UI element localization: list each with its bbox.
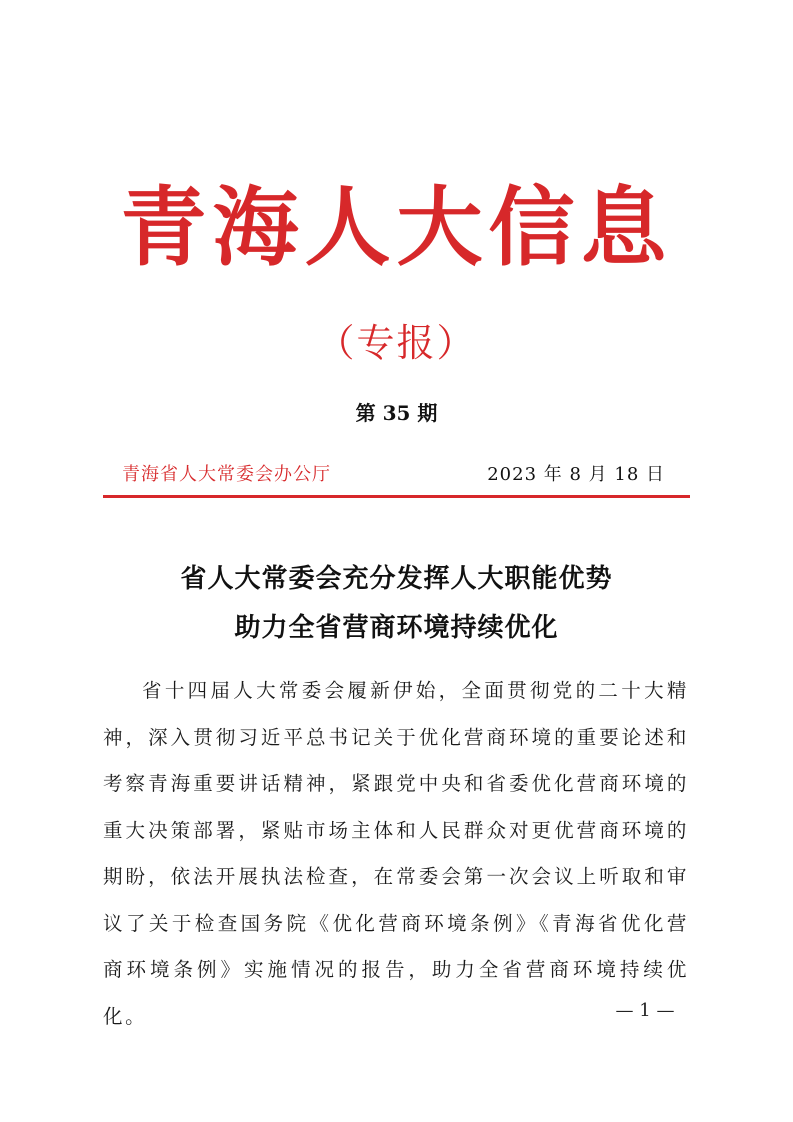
page-number: — 1 — bbox=[615, 1000, 675, 1021]
article-headline-line1: 省人大常委会充分发挥人大职能优势 bbox=[180, 564, 613, 594]
masthead-title: 青海人大信息 bbox=[120, 177, 673, 278]
publication-date: 2023 年 8 月 18 日 bbox=[487, 464, 665, 485]
issue-number: 第 35 期 bbox=[355, 401, 438, 425]
publisher-name: 青海省人大常委会办公厅 bbox=[122, 464, 331, 485]
masthead-subtitle: （专报） bbox=[316, 321, 477, 365]
article-headline-line2: 助力全省营商环境持续优化 bbox=[234, 613, 559, 643]
red-divider bbox=[103, 495, 690, 498]
article-paragraph: 省十四届人大常委会履新伊始，全面贯彻党的二十大精神，深入贯彻习近平总书记关于优化营商环境的重要论述和考察青海重要讲话精神，紧跟党中央和省委优化营商环境的重大决策部署，紧贴市场主体和人民群众对更优营商环境的期盼，依法开展执法检查，在常委会第一次会议上听取和审议了关于检查国务院《优化营商环境条例》《青海省优化营商环境条例》实施情况的报告，助力全省营商环境持续优化。 bbox=[103, 679, 689, 1028]
